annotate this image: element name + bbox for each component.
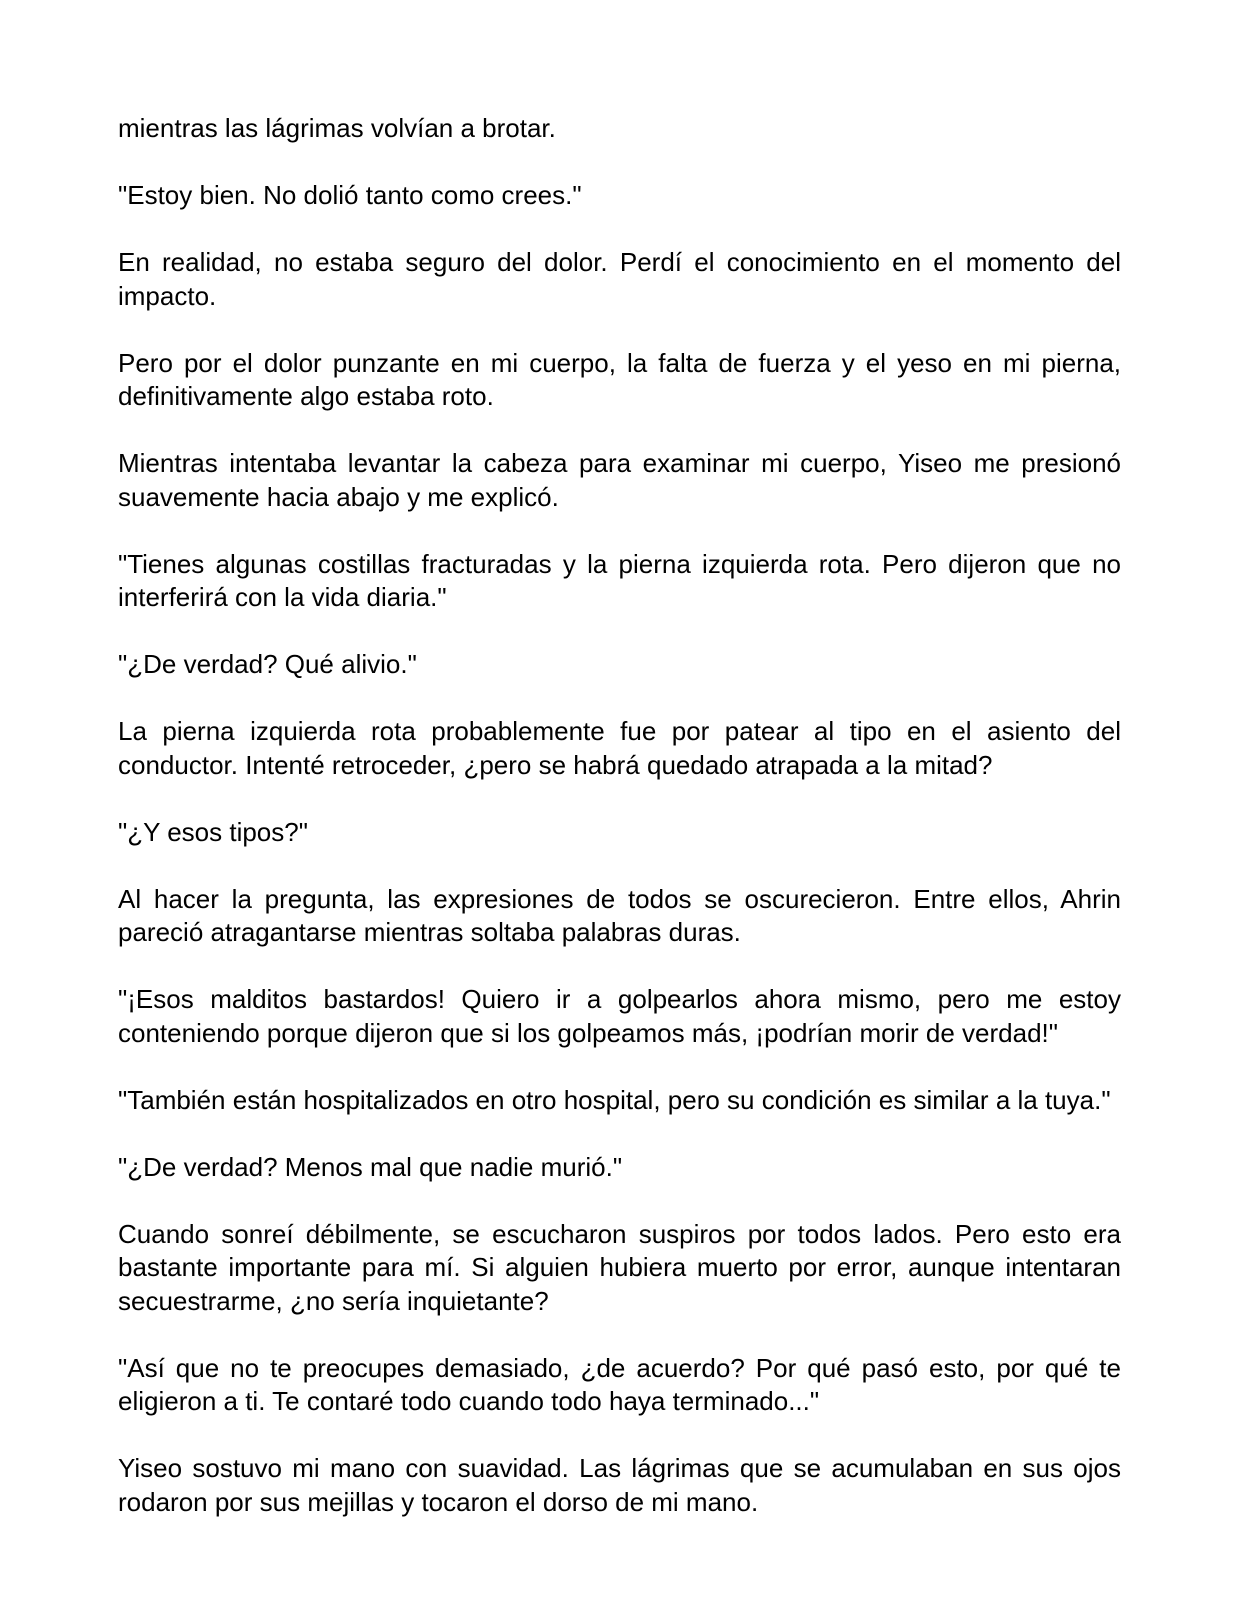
paragraph: En realidad, no estaba seguro del dolor. Perdí el conocimiento en el momento del impacto. bbox=[118, 247, 1121, 311]
paragraph: "Así que no te preocupes demasiado, ¿de acuerdo? Por qué pasó esto, por qué te eligieron a ti. Te contaré todo cuando todo haya terminado..." bbox=[118, 1352, 1121, 1416]
paragraph: La pierna izquierda rota probablemente fue por patear al tipo en el asiento del conductor. Intenté retroceder, ¿pero se habrá quedado atrapada a la mitad? bbox=[118, 716, 1121, 780]
paragraph: "¿De verdad? Menos mal que nadie murió." bbox=[118, 1151, 623, 1182]
document-page bbox=[118, 112, 1121, 1519]
paragraph: "¿Y esos tipos?" bbox=[118, 816, 308, 847]
paragraph: Al hacer la pregunta, las expresiones de todos se oscurecieron. Entre ellos, Ahrin pareció atragantarse mientras soltaba palabras duras. bbox=[118, 883, 1121, 947]
paragraph: Yiseo sostuvo mi mano con suavidad. Las lágrimas que se acumulaban en sus ojos rodaron por sus mejillas y tocaron el dorso de mi mano. bbox=[118, 1453, 1121, 1517]
paragraph: "Estoy bien. No dolió tanto como crees." bbox=[118, 180, 582, 210]
paragraph: Pero por el dolor punzante en mi cuerpo, la falta de fuerza y el yeso en mi pierna, definitivamente algo estaba roto. bbox=[118, 347, 1121, 411]
paragraph: mientras las lágrimas volvían a brotar. bbox=[118, 113, 556, 143]
paragraph: Mientras intentaba levantar la cabeza para examinar mi cuerpo, Yiseo me presionó suavemente hacia abajo y me explicó. bbox=[118, 448, 1121, 512]
paragraph: Cuando sonreí débilmente, se escucharon suspiros por todos lados. Pero esto era bastante importante para mí. Si alguien hubiera muerto por error, aunque intentaran secuestrarme, ¿no sería inquietante? bbox=[118, 1218, 1121, 1316]
paragraph: "Tienes algunas costillas fracturadas y la pierna izquierda rota. Pero dijeron que no interferirá con la vida diaria." bbox=[118, 548, 1121, 612]
paragraph: "¿De verdad? Qué alivio." bbox=[118, 649, 417, 679]
paragraph: "También están hospitalizados en otro hospital, pero su condición es similar a la tuya." bbox=[118, 1084, 1111, 1115]
paragraph: "¡Esos malditos bastardos! Quiero ir a golpearlos ahora mismo, pero me estoy conteniendo porque dijeron que si los golpeamos más, ¡podrían morir de verdad!" bbox=[118, 984, 1121, 1048]
